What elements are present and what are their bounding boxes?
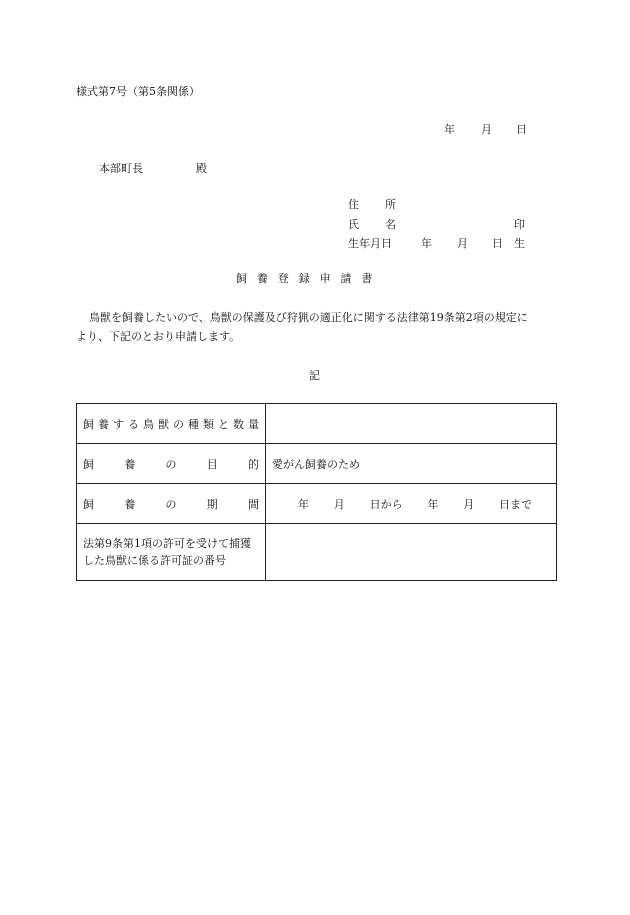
date-year-label: 年 — [444, 123, 455, 136]
birth-year-label: 年 — [421, 237, 432, 250]
addressee-name: 本部町長 — [99, 162, 143, 175]
date-day-label: 日 — [516, 123, 527, 136]
registration-table — [76, 403, 557, 581]
body-text-line-2: より、下記のとおり申請します。 — [76, 330, 241, 343]
label-char: 期 — [206, 497, 218, 511]
label-char: 飼 — [83, 457, 94, 471]
addressee-honorific: 殿 — [196, 162, 207, 175]
form-number: 様式第7号（第5条関係） — [76, 85, 200, 98]
document-title: 飼養登録申請書 — [236, 272, 383, 285]
permit-number-label — [77, 524, 266, 581]
permit-label-line-1: 法第9条第1項の許可を受けて捕獲 — [83, 537, 251, 550]
label-char: 獣 — [158, 417, 169, 431]
name-label-1: 氏 — [348, 218, 359, 231]
label-char: 養 — [98, 417, 109, 431]
label-char: 鳥 — [143, 417, 154, 431]
period-start-month: 月 — [333, 497, 345, 511]
period-end-day: 日まで — [498, 497, 532, 511]
table-row — [77, 404, 557, 444]
label-char: 養 — [124, 457, 136, 471]
label-char: 類 — [203, 417, 214, 431]
label-char: の — [173, 417, 184, 431]
purpose-value[interactable]: 愛がん飼養のため — [266, 444, 557, 484]
label-char: 飼 — [83, 417, 94, 431]
label-char: る — [128, 417, 139, 431]
label-char: 種 — [188, 417, 199, 431]
table-row — [77, 444, 557, 484]
address-label-2: 所 — [385, 198, 396, 211]
period-start-day: 日から — [369, 497, 403, 511]
permit-number-value[interactable] — [266, 524, 557, 581]
date-month-label: 月 — [481, 123, 492, 136]
label-char: 量 — [248, 417, 259, 431]
purpose-label — [77, 444, 266, 484]
birth-month-label: 月 — [457, 237, 468, 250]
body-text-line-1: 鳥獣を飼養したいので、鳥獣の保護及び狩猟の適正化に関する法律第19条第2項の規定に — [89, 311, 528, 324]
birth-label: 生年月日 — [348, 237, 392, 250]
name-label-2: 名 — [385, 218, 396, 231]
label-char: 目 — [206, 457, 218, 471]
ki-heading: 記 — [309, 369, 320, 382]
seal-mark: 印 — [514, 218, 525, 231]
period-end-month: 月 — [463, 497, 475, 511]
label-char: 数 — [233, 417, 244, 431]
period-label — [77, 484, 266, 524]
table-row — [77, 524, 557, 581]
label-char: 的 — [248, 457, 259, 471]
address-label-1: 住 — [348, 198, 359, 211]
label-char: 飼 — [83, 497, 94, 511]
species-quantity-label — [77, 404, 266, 444]
period-start-year: 年 — [298, 497, 309, 511]
species-quantity-value[interactable] — [266, 404, 557, 444]
period-value[interactable] — [266, 484, 557, 524]
label-char: と — [218, 417, 229, 431]
birth-suffix: 生 — [514, 237, 525, 250]
label-char: す — [113, 417, 124, 431]
birth-day-label: 日 — [492, 237, 503, 250]
label-char: の — [165, 457, 177, 471]
label-char: の — [165, 497, 177, 511]
label-char: 養 — [124, 497, 136, 511]
table-row — [77, 484, 557, 524]
permit-label-line-2: した鳥獣に係る許可証の番号 — [83, 554, 226, 567]
label-char: 間 — [248, 497, 259, 511]
period-end-year: 年 — [427, 497, 439, 511]
